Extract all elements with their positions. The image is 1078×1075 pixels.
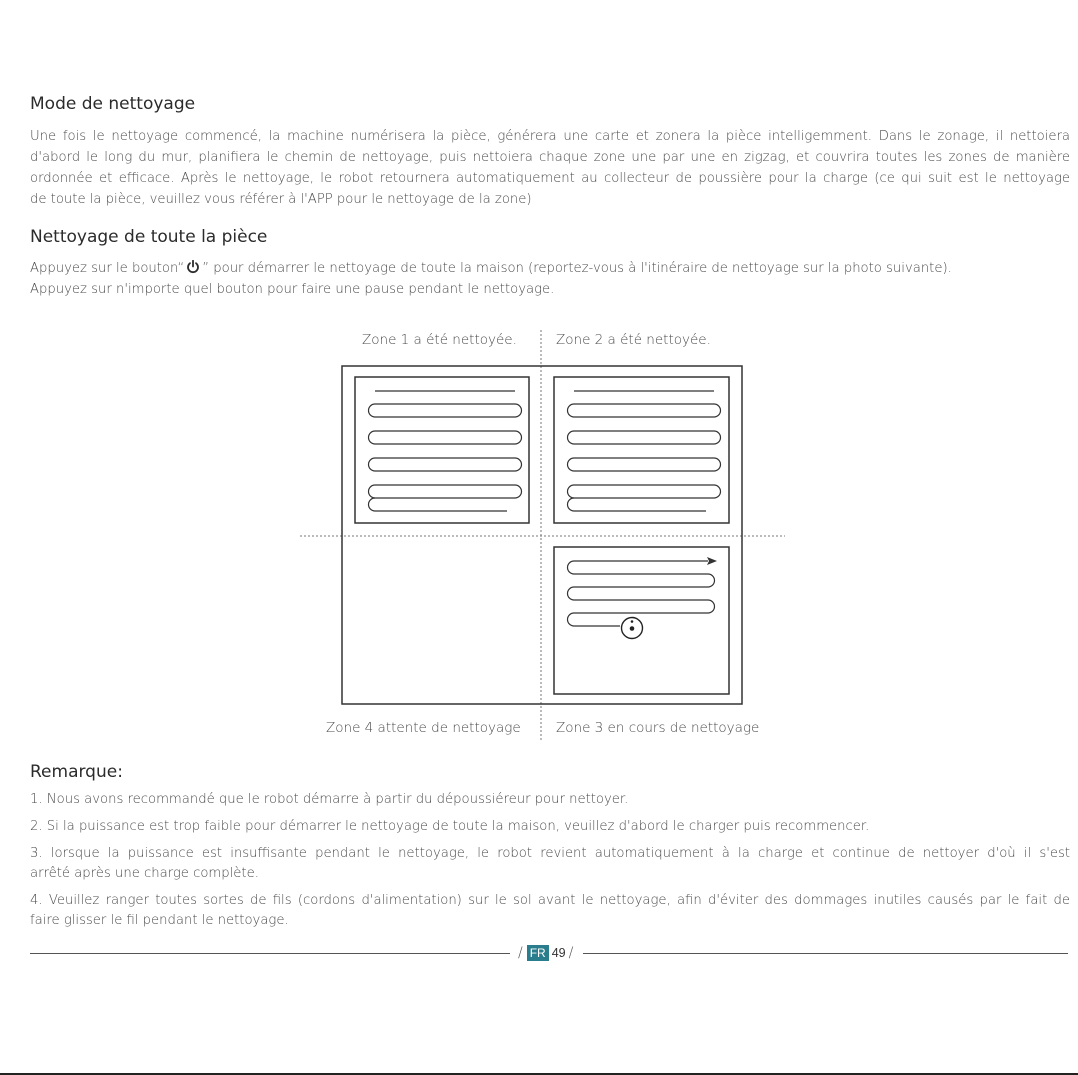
zone-3-block (554, 547, 729, 694)
remarks-list (30, 790, 1070, 931)
remark-line: arrêté après une charge complète. (30, 866, 259, 881)
remark-line: 4. Veuillez ranger toutes sortes de fils (cordons d'alimentation) sur le sol avant le nettoyage, afin d'éviter des dommages inutiles causés par le fait de (30, 893, 1070, 908)
zone-1-block (355, 377, 529, 523)
paragraph-line: de toute la pièce, veuillez vous référer à l'APP pour le nettoyage de la zone) (30, 192, 532, 207)
remark-line: 2. Si la puissance est trop faible pour démarrer le nettoyage de toute la maison, veuillez d'abord le charger puis recommencer. (30, 819, 870, 834)
zone-3-label: Zone 3 en cours de nettoyage (556, 720, 760, 736)
section-title-cleaning-mode: Mode de nettoyage (30, 94, 196, 114)
instruction-text-start: Appuyez sur le bouton“ (30, 261, 185, 276)
page-number-badge (518, 944, 573, 962)
remark-line: 3. lorsque la puissance est insuffisante pendant le nettoyage, le robot revient automatiquement à la charge et continue de nettoyer d'où il s'est (30, 846, 1070, 861)
remark-item (30, 817, 1070, 837)
remarks-title: Remarque: (30, 762, 123, 782)
footer-rule-left (30, 953, 510, 954)
zone-1-label: Zone 1 a été nettoyée. (362, 332, 517, 348)
path-arrow-icon (707, 557, 717, 565)
remark-line: faire glisser le fil pendant le nettoyage. (30, 913, 289, 928)
footer-rule-right (583, 953, 1068, 954)
page-number: 49 (551, 946, 566, 960)
robot-icon (622, 618, 643, 639)
paragraph-line: Appuyez sur n'importe quel bouton pour faire une pause pendant le nettoyage. (30, 282, 555, 297)
paragraph-line: Une fois le nettoyage commencé, la machine numérisera la pièce, générera une carte et zonera la pièce intelligemment. Dans le zonage, il nettoiera (30, 129, 1070, 144)
zone-2-block (554, 377, 729, 523)
paragraph-line: d'abord le long du mur, planifiera le chemin de nettoyage, puis nettoiera chaque zone une par une en zigzag, et couvrira toutes les zones de manière (30, 150, 1070, 165)
remark-item (30, 891, 1070, 931)
paragraph-line: ordonnée et efficace. Après le nettoyage, le robot retournera automatiquement au collecteur de poussière pour la charge (ce qui suit est le nettoyage (30, 171, 1070, 186)
zone-4-label: Zone 4 attente de nettoyage (326, 720, 521, 736)
section-title-whole-room: Nettoyage de toute la pièce (30, 227, 268, 247)
footer-slash: / (518, 945, 523, 961)
footer-slash: / (568, 945, 574, 961)
instruction-text-end: ” pour démarrer le nettoyage de toute la maison (reportez-vous à l'itinéraire de nettoyage sur la photo suivante). (202, 261, 952, 276)
remark-item (30, 844, 1070, 884)
language-tag: FR (527, 945, 549, 961)
zone-2-label: Zone 2 a été nettoyée. (556, 332, 711, 348)
remark-line: 1. Nous avons recommandé que le robot démarre à partir du dépoussiéreur pour nettoyer. (30, 792, 629, 807)
remark-item (30, 790, 1070, 810)
